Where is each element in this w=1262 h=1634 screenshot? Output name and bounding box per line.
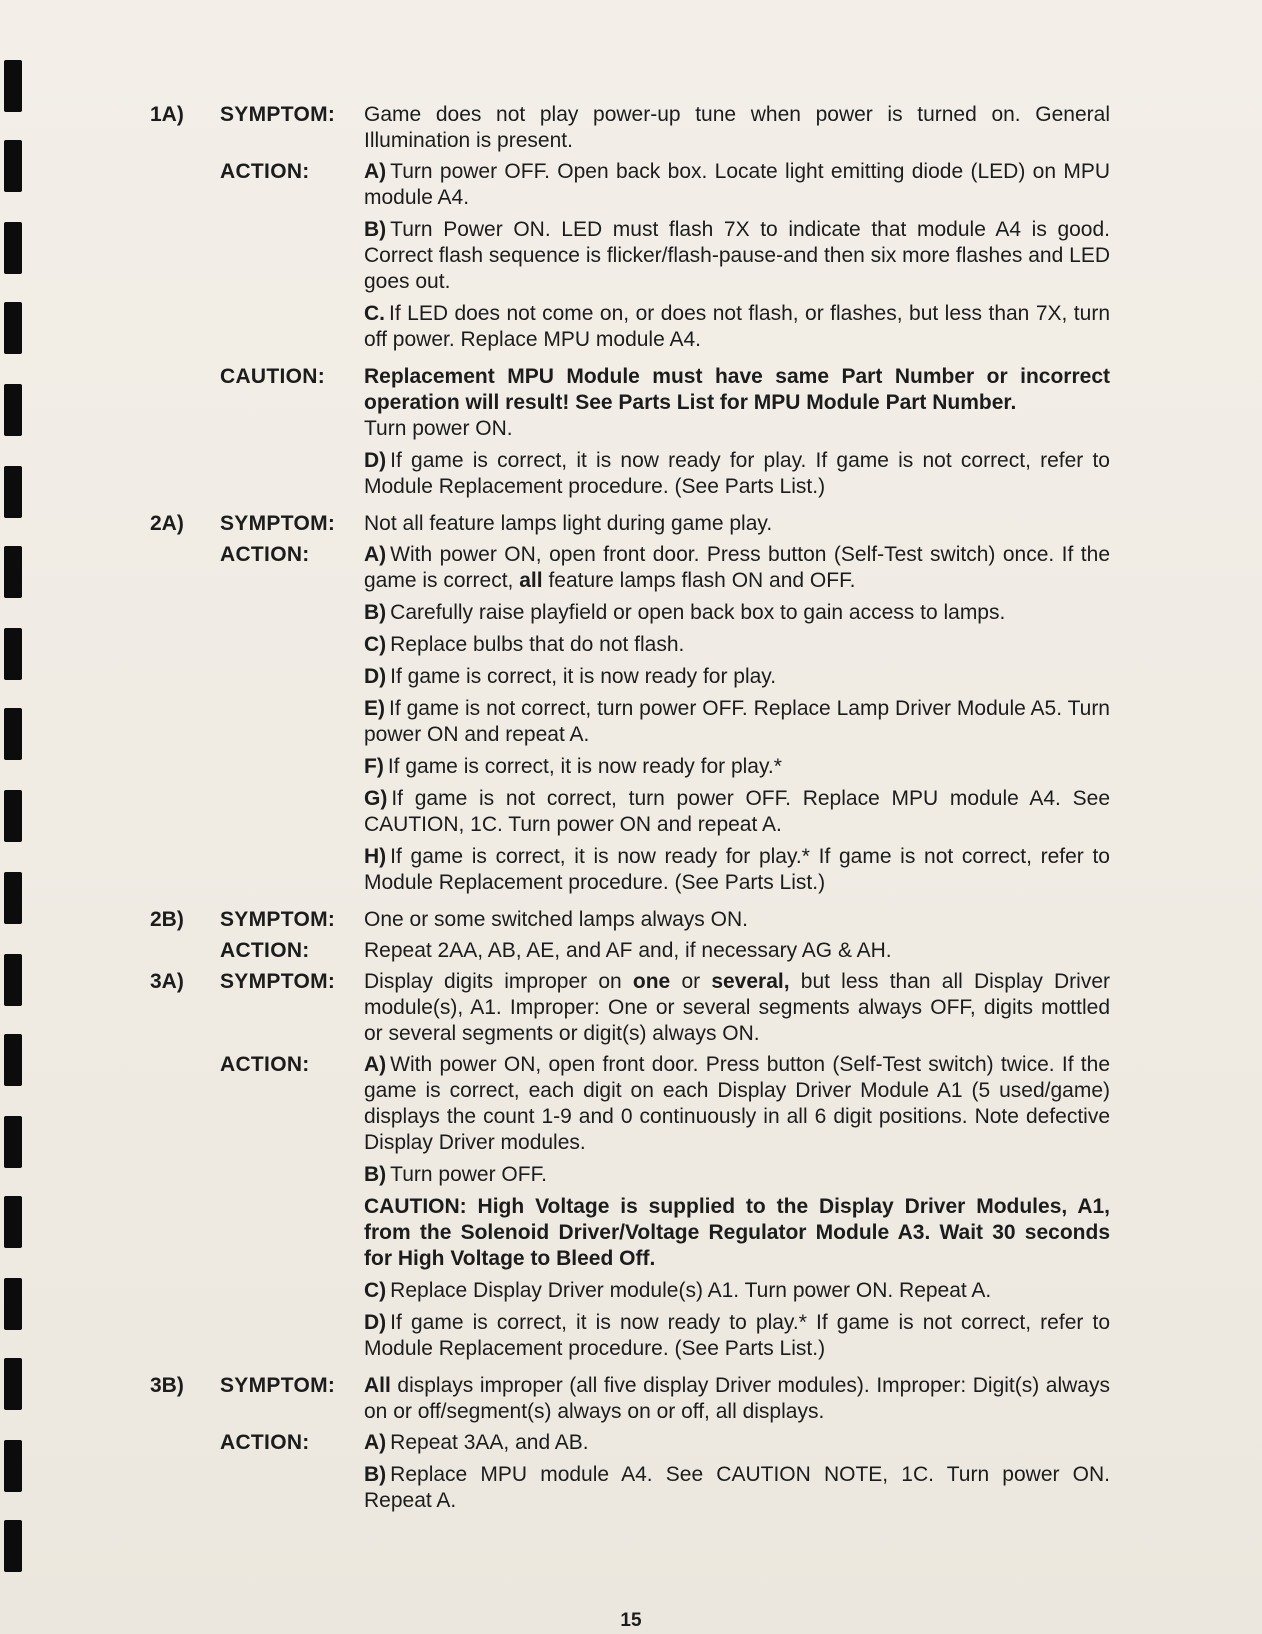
binding-hole [4,1358,22,1410]
binding-hole [4,1116,22,1168]
binding-hole [4,60,22,112]
binding-hole [4,872,22,924]
symptom-text: One or some switched lamps always ON. [364,908,748,931]
binding-hole [4,1278,22,1330]
entry-number: 1A) [150,103,184,126]
action-step: C) Replace Display Driver module(s) A1. Turn power ON. Repeat A. [364,1279,992,1302]
caution-1a [150,364,1110,506]
entry-number: 3A) [150,970,184,993]
binding-hole [4,1520,22,1572]
action-label: ACTION: [220,939,310,962]
symptom-text: Game does not play power-up tune when power is turned on. General Illumination is present. [364,103,1110,152]
binding-hole [4,140,22,192]
action-step: A) With power ON, open front door. Press button (Self-Test switch) twice. If the game is correct, each digit on each Display Driver Module A1 (5 used/game) displays the count 1-9 and 0 continuously in all 6 digit positions. Note defective Display Driver modules. [364,1053,1110,1154]
caution-label: CAUTION: [220,365,326,388]
entry-number: 3B) [150,1374,184,1397]
action-label: ACTION: [220,160,310,183]
binding-hole [4,628,22,680]
action-label: ACTION: [220,1053,310,1076]
binding-hole [4,1440,22,1492]
page-number: 15 [620,1610,642,1631]
binding-hole [4,466,22,518]
symptom-text: All displays improper (all five display Driver modules). Improper: Digit(s) always on or off/segment(s) always on or off, all displays. [364,1374,1110,1423]
binding-hole [4,1034,22,1086]
symptom-label: SYMPTOM: [220,103,336,126]
action-step: B) Turn power OFF. [364,1163,547,1186]
symptom-text: Not all feature lamps light during game play. [364,512,773,535]
symptom-label: SYMPTOM: [220,512,336,535]
action-1a [150,159,1110,359]
symptom-label: SYMPTOM: [220,1374,336,1397]
action-step: E) If game is not correct, turn power OFF. Replace Lamp Driver Module A5. Turn power ON and repeat A. [364,697,1110,746]
action-step: B) Turn Power ON. LED must flash 7X to indicate that module A4 is good. Correct flash sequence is flicker/flash-pause-and then six more flashes and LED goes out. [364,218,1110,293]
action-2a [150,542,1110,902]
entry-number: 2B) [150,908,184,931]
action-step: B) Carefully raise playfield or open back box to gain access to lamps. [364,601,1006,624]
action-label: ACTION: [220,543,310,566]
troubleshooting-content [150,102,1110,1525]
action-step: D) If game is correct, it is now ready for play. If game is not correct, refer to Module Replacement procedure. (See Parts List.) [364,449,1110,498]
action-step: H) If game is correct, it is now ready for play.* If game is not correct, refer to Module Replacement procedure. (See Parts List.) [364,845,1110,894]
binding-hole [4,302,22,354]
binding-hole [4,384,22,436]
action-step: C. If LED does not come on, or does not flash, or flashes, but less than 7X, turn off power. Replace MPU module A4. [364,302,1110,351]
binding-hole [4,1196,22,1248]
action-step: A) With power ON, open front door. Press button (Self-Test switch) once. If the game is correct, all feature lamps flash ON and OFF. [364,543,1110,592]
action-step: G) If game is not correct, turn power OFF. Replace MPU module A4. See CAUTION, 1C. Turn power ON and repeat A. [364,787,1110,836]
symptom-label: SYMPTOM: [220,908,336,931]
caution-followup: Turn power ON. [364,417,513,440]
action-step: A) Turn power OFF. Open back box. Locate light emitting diode (LED) on MPU module A4. [364,160,1110,209]
action-text: Repeat 2AA, AB, AE, and AF and, if necessary AG & AH. [364,939,892,962]
action-step: C) Replace bulbs that do not flash. [364,633,685,656]
entry-number: 2A) [150,512,184,535]
symptom-1a [150,102,1110,154]
action-label: ACTION: [220,1431,310,1454]
binding-hole [4,222,22,274]
symptom-label: SYMPTOM: [220,970,336,993]
action-step: D) If game is correct, it is now ready to play.* If game is not correct, refer to Module Replacement procedure. (See Parts List.) [364,1311,1110,1360]
binding-hole [4,954,22,1006]
action-3a [150,1052,1110,1368]
spiral-binding [0,0,30,1634]
symptom-2b [150,907,1110,933]
action-step: D) If game is correct, it is now ready for play. [364,665,777,688]
symptom-3b [150,1373,1110,1425]
caution-text: CAUTION: High Voltage is supplied to the Display Driver Modules, A1, from the Solenoid Driver/Voltage Regulator Module A3. Wait 30 seconds for High Voltage to Bleed Off. [364,1195,1110,1270]
action-3b [150,1430,1110,1520]
binding-hole [4,546,22,598]
action-step: B) Replace MPU module A4. See CAUTION NOTE, 1C. Turn power ON. Repeat A. [364,1463,1110,1512]
action-step: F) If game is correct, it is now ready for play.* [364,755,782,778]
caution-text: Replacement MPU Module must have same Part Number or incorrect operation will result! See Parts List for MPU Module Part Number. [364,365,1110,414]
symptom-2a [150,511,1110,537]
action-step: A) Repeat 3AA, and AB. [364,1431,589,1454]
binding-hole [4,790,22,842]
action-2b [150,938,1110,964]
symptom-3a [150,969,1110,1047]
binding-hole [4,708,22,760]
symptom-text: Display digits improper on one or several, but less than all Display Driver module(s), A1. Improper: One or several segments always OFF, digits mottled or several segments or digit(s) always ON. [364,970,1111,1045]
